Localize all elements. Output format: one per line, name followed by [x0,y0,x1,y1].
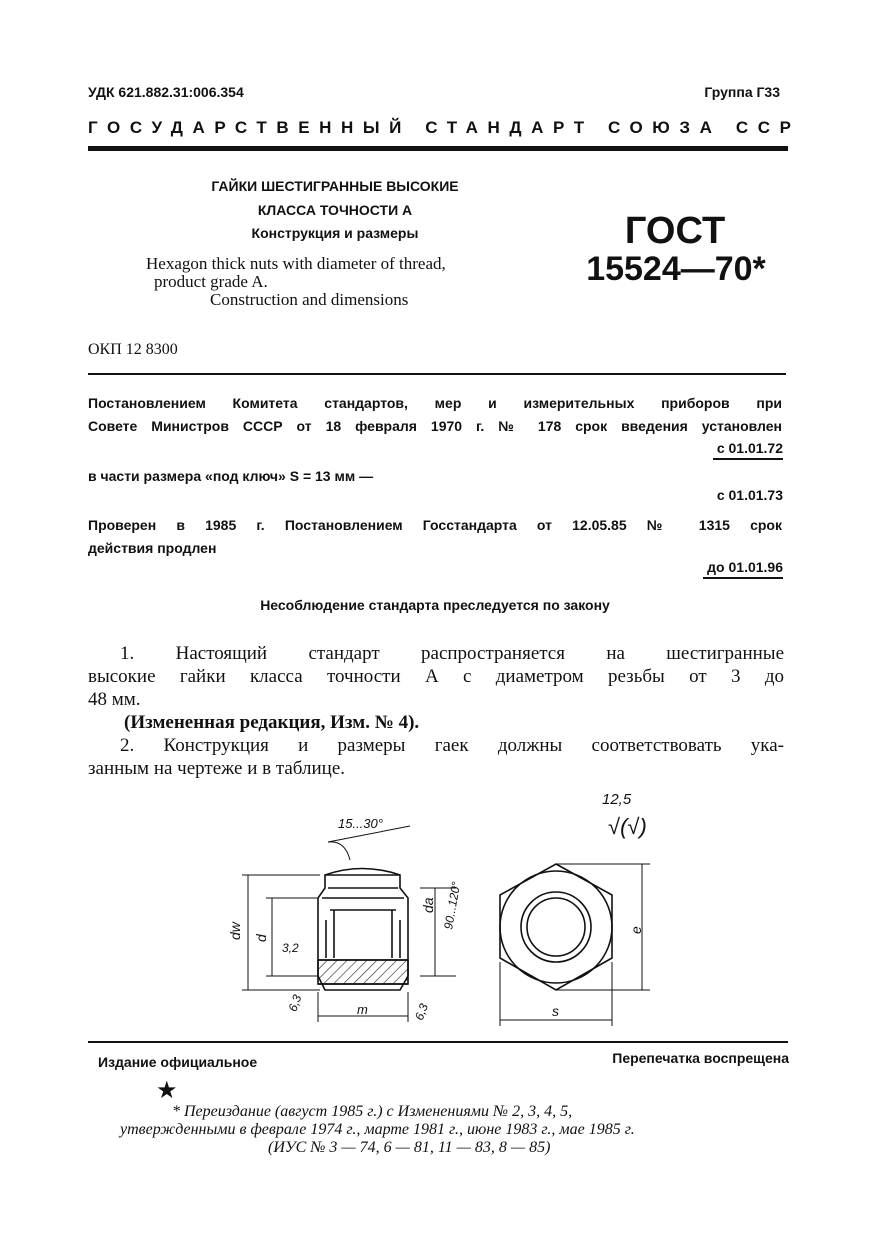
body-p1-line2: высокие гайки класса точности А с диаметром резьбы от 3 до [88,666,784,687]
roughness-symbol: √(√) [608,814,647,839]
title-rule [88,373,786,375]
s-label: s [552,1003,559,1019]
title-ru-line1: ГАЙКИ ШЕСТИГРАННЫЕ ВЫСОКИЕ [211,178,459,194]
okp-code: ОКП 12 8300 [88,341,178,358]
footnote-line3: (ИУС № 3 — 74, 6 — 81, 11 — 83, 8 — 85) [268,1139,551,1156]
title-en-line1: Hexagon thick nuts with diameter of thread, [146,254,446,273]
roughness-top-label: 12,5 [602,791,632,808]
state-standard-banner: ГОСУДАРСТВЕННЫЙ СТАНДАРТ СОЮЗА ССР [88,118,801,137]
footer-rule [88,1041,788,1043]
decree-line2: Совете Министров СССР от 18 февраля 1970 г. № 178 срок введения установлен [88,418,782,434]
body-p1-line3: 48 мм. [88,689,141,710]
footnote-line2: утвержденными в феврале 1974 г., марте 1981 г., июне 1983 г., мае 1985 г. [120,1121,635,1138]
title-en-line2: product grade A. [154,272,268,291]
chamfer-angle-label: 15...30° [338,816,383,831]
body-p2-line1: 2. Конструкция и размеры гаек должны соответствовать ука- [120,735,784,756]
title-ru-line2: КЛАССА ТОЧНОСТИ А [257,202,413,218]
decree-line5: действия продлен [88,540,217,556]
gost-label: ГОСТ [624,210,726,252]
reprint-notice: Перепечатка воспрещена [612,1050,789,1066]
decree-date1: с 01.01.72 [713,440,783,460]
body-p1-line1: 1. Настоящий стандарт распространяется на шестигранные [120,643,784,664]
decree-date3: до 01.01.96 [703,559,783,579]
star-icon: ★ [156,1077,178,1104]
decree-date2: с 01.01.73 [716,487,783,503]
roughness-left-label: 6,3 [285,992,305,1014]
nut-top-view [500,864,612,990]
roughness-bore-label: 3,2 [282,941,299,955]
body-p1-note: (Измененная редакция, Изм. № 4). [124,712,420,733]
dimension-lines-left [242,826,456,1022]
angle-range-label: 90...120° [441,880,464,931]
edition-label: Издание официальное [98,1054,258,1070]
footnote-line1: * Переиздание (август 1985 г.) с Изменениями № 2, 3, 4, 5, [172,1103,573,1120]
nut-drawing [227,780,690,1030]
decree-line1: Постановлением Комитета стандартов, мер и измерительных приборов при [88,395,782,411]
body-p2-line2: занным на чертеже и в таблице. [88,758,346,779]
udk-code: УДК 621.882.31:006.354 [88,84,244,100]
decree-line3: в части размера «под ключ» S = 13 мм — [88,468,374,484]
da-label: da [420,897,436,913]
group-code: Группа Г33 [704,84,780,100]
nut-side-view [318,869,408,991]
roughness-right-label: 6,3 [412,1001,431,1023]
title-en-line3: Construction and dimensions [210,290,409,309]
gost-number: 15524—70* [586,250,766,288]
d-label: d [253,934,269,942]
dimension-lines-right [500,864,650,1026]
law-notice: Несоблюдение стандарта преследуется по закону [260,597,610,613]
e-label: e [628,926,644,934]
m-label: m [357,1002,368,1017]
dw-label: dw [227,922,243,940]
title-ru-line3: Конструкция и размеры [251,225,419,241]
header-rule [88,146,788,151]
decree-line4: Проверен в 1985 г. Постановлением Госстандарта от 12.05.85 № 1315 срок [88,517,782,533]
